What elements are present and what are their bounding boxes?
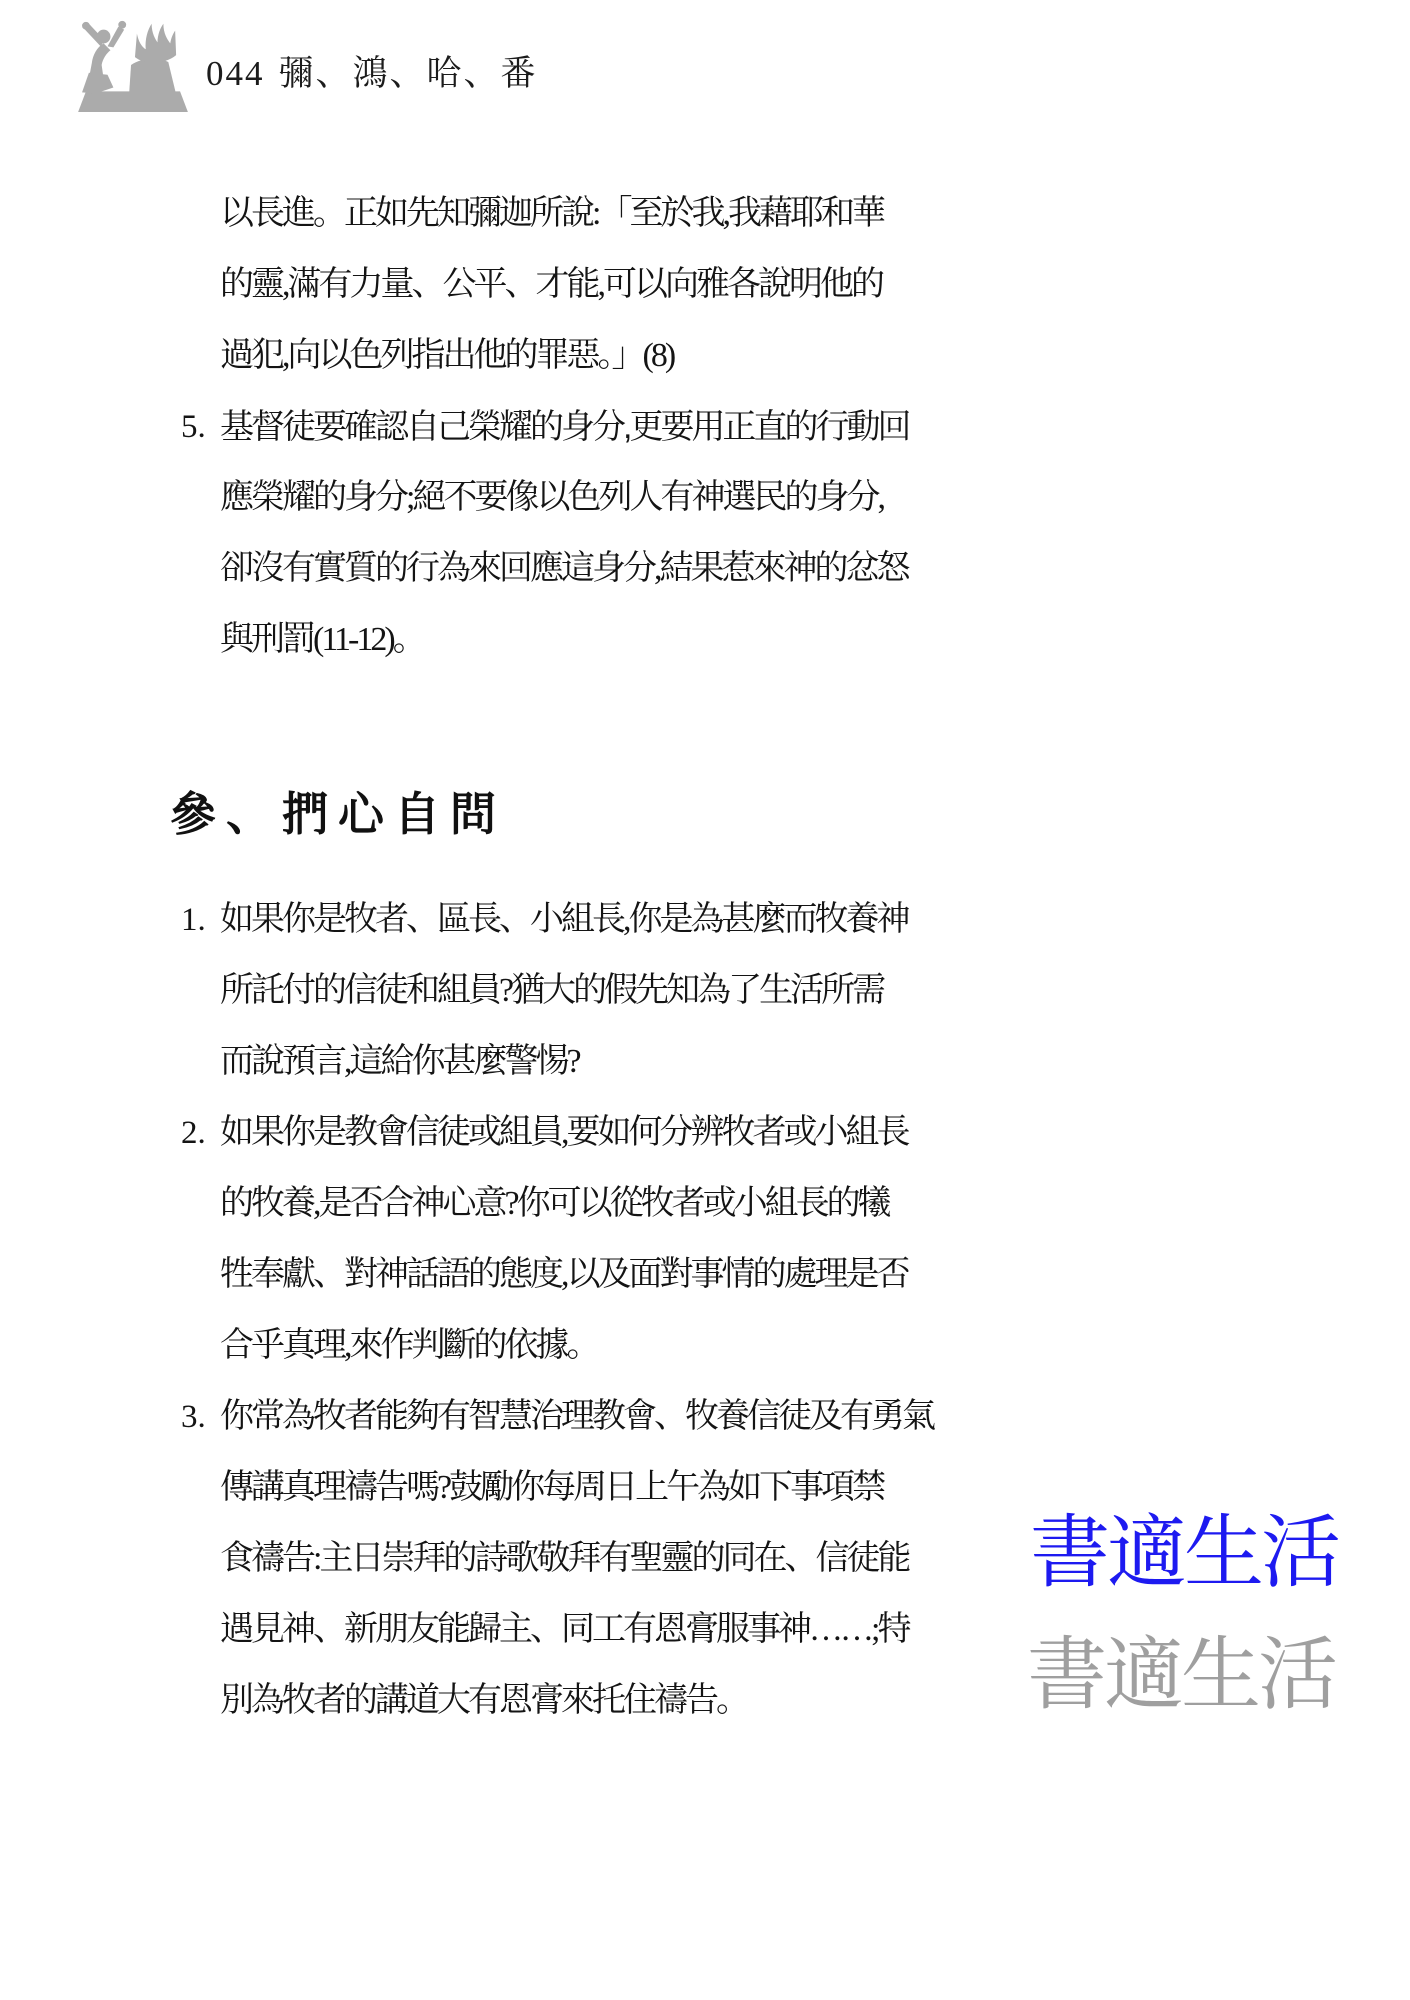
text-line: 的牧養,是否合神心意?你可以從牧者或小組長的犧: [220, 1185, 889, 1222]
text-line: 所託付的信徒和組員?猶大的假先知為了生活所需: [220, 972, 884, 1009]
text-line: 基督徒要確認自己榮耀的身分,更要用正直的行動回: [220, 408, 909, 446]
text-line: 與刑罰(11-12)。: [220, 621, 424, 658]
watermark-blue: 書適生活: [1030, 1510, 1338, 1598]
text-line: 以長進。正如先知彌迦所說:「至於我,我藉耶和華: [220, 195, 883, 232]
list-number: 2.: [181, 1115, 206, 1151]
worshipper-at-altar-icon: [74, 14, 192, 112]
text-line: 卻沒有實質的行為來回應這身分,結果惹來神的忿怒: [220, 550, 908, 587]
running-header: [206, 46, 538, 96]
book-abbrev-title: 彌、鴻、哈、番: [278, 54, 538, 93]
text-line: 別為牧者的講道大有恩膏來托住禱告。: [220, 1682, 747, 1719]
text-line: 如果你是牧者、區長、小組長,你是為甚麼而牧養神: [220, 901, 908, 938]
text-line: 食禱告:主日崇拜的詩歌敬拜有聖靈的同在、信徒能: [220, 1540, 909, 1577]
text-line: 如果你是教會信徒或組員,要如何分辨牧者或小組長: [220, 1114, 908, 1151]
text-line: 應榮耀的身分;絕不要像以色列人有神選民的身分,: [220, 479, 883, 516]
page-number: 044: [206, 54, 265, 93]
list-number: 1.: [181, 902, 206, 938]
watermark-grey: 書適生活: [1027, 1632, 1335, 1720]
text-line: 的靈,滿有力量、公平、才能,可以向雅各說明他的: [220, 266, 882, 303]
text-line: 而說預言,這給你甚麼警惕?: [220, 1043, 579, 1080]
list-number: 5.: [181, 409, 206, 445]
text-line: 你常為牧者能夠有智慧治理教會、牧養信徒及有勇氣: [220, 1398, 933, 1435]
text-line: 過犯,向以色列指出他的罪惡。」(8): [220, 337, 674, 374]
section-heading: 參、捫心自問: [170, 789, 506, 840]
text-line: 傳講真理禱告嗎?鼓勵你每周日上午為如下事項禁: [220, 1469, 884, 1506]
text-line: 牲奉獻、對神話語的態度,以及面對事情的處理是否: [220, 1256, 908, 1293]
text-line: 合乎真理,來作判斷的依據。: [220, 1327, 598, 1364]
text-line: 遇見神、新朋友能歸主、同工有恩膏服事神……;特: [220, 1611, 909, 1648]
list-number: 3.: [181, 1399, 206, 1435]
